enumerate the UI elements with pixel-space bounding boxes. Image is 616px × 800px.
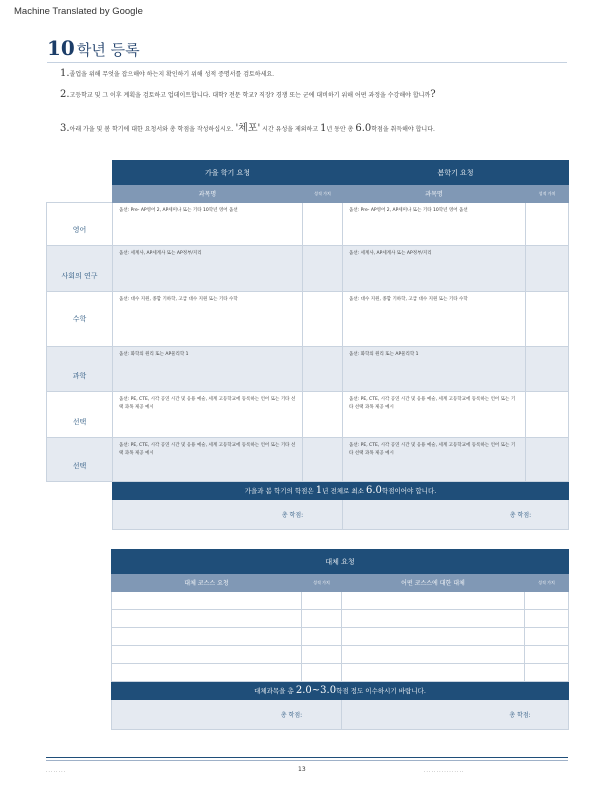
fall-course-cell[interactable]: 옵션: PE, CTE, 시각 공연 시간 및 응용 예술, 세계 고등학교에 등록하는 언어 또는 기타 선택 과목 제공 예시: [113, 392, 303, 438]
fall-credit-cell[interactable]: [303, 438, 343, 482]
replaced-credit-cell[interactable]: [525, 592, 569, 610]
replaced-credit-column-header: 성적 가치: [525, 574, 569, 592]
spring-course-column-header: 과목명: [343, 185, 526, 203]
replaced-course-cell[interactable]: [342, 628, 525, 646]
alternate-credit-column-header: 성적 가치: [302, 574, 342, 592]
table-row: [47, 203, 569, 246]
subject-label: 선택: [47, 392, 113, 438]
fall-credit-cell[interactable]: [303, 246, 343, 292]
table-row: [112, 664, 569, 682]
table-row: [47, 438, 569, 482]
spring-semester-header: 봄학기 요청: [343, 161, 569, 185]
replaced-credit-cell[interactable]: [525, 628, 569, 646]
replaced-course-cell[interactable]: [342, 664, 525, 682]
spring-credit-cell[interactable]: [526, 203, 569, 246]
replaced-total-credits[interactable]: 총 학점:: [342, 700, 569, 730]
fall-credit-cell[interactable]: [303, 292, 343, 347]
fall-course-cell[interactable]: 옵션: PE, CTE, 시각 공연 시간 및 응용 예술, 세계 고등학교에 등록하는 언어 또는 기타 선택 과목 제공 예시: [113, 438, 303, 482]
replaced-credit-cell[interactable]: [525, 610, 569, 628]
spring-credit-cell[interactable]: [526, 246, 569, 292]
fall-semester-header: 가을 학기 요청: [113, 161, 343, 185]
fall-credit-cell[interactable]: [303, 392, 343, 438]
table-row: [47, 246, 569, 292]
alternate-credit-cell[interactable]: [302, 628, 342, 646]
replaced-course-cell[interactable]: [342, 592, 525, 610]
alternate-credit-cell[interactable]: [302, 610, 342, 628]
spring-course-cell[interactable]: 옵션: PE, CTE, 시각 공연 시간 및 응용 예술, 세계 고등학교에 등록하는 언어 또는 기타 선택 과목 제공 예시: [343, 438, 526, 482]
total-credits-note: 가을과 봄 학기의 학점은 1년 전체로 최소 6.0학점이어야 합니다.: [113, 482, 569, 500]
page-title: [47, 36, 140, 60]
subject-label: 사회의 연구: [47, 246, 113, 292]
footer-divider: [46, 757, 568, 758]
footer-divider-thin: [46, 760, 568, 761]
course-request-table: [46, 160, 569, 530]
alternate-credits-note: 대체과목을 총 2.0~3.0학점 정도 이수하시기 바랍니다.: [112, 682, 569, 700]
fall-course-column-header: 과목명: [113, 185, 303, 203]
table-row: [112, 628, 569, 646]
spring-course-cell[interactable]: 옵션: 화학의 원리 또는 AP물리학 1: [343, 347, 526, 392]
footer-right-text: · · · · · · · · · · · · · · · ·: [424, 769, 464, 774]
table-row: [47, 292, 569, 347]
replaced-course-column-header: 어떤 코스스에 대한 대체: [342, 574, 525, 592]
alternate-course-cell[interactable]: [112, 664, 302, 682]
fall-course-cell[interactable]: 옵션: 대수 지원, 종합 기하학, 고급 대수 지원 또는 기타 수학: [113, 292, 303, 347]
subject-label: 영어: [47, 203, 113, 246]
table-row: [112, 646, 569, 664]
subject-label: 과학: [47, 347, 113, 392]
instruction-1: 1.졸업을 위해 무엇을 잡으해야 하는지 확인하기 위해 성적 증명서를 검토하세요.: [60, 68, 275, 79]
page-number: 13: [298, 766, 306, 773]
instruction-3: 3.아래 가을 및 봄 학기에 대한 요청서와 총 학점을 작성하십시오. '체포' 시간 유성을 제외하고 1년 동안 총 6.0학점을 취득해야 합니다.: [60, 123, 435, 134]
alternate-course-cell[interactable]: [112, 646, 302, 664]
alternate-total-credits[interactable]: 총 학점:: [112, 700, 342, 730]
instruction-2: 2.고등학교 및 그 이후 계획을 검토하고 업데이트합니다. 대학? 전문 학교? 직장? 경쟁 또는 군에 대비하기 위해 어떤 과정을 수강해야 합니까?: [60, 89, 436, 100]
title-text: 학년 등록: [76, 41, 140, 59]
machine-translation-banner: Machine Translated by Google: [14, 6, 143, 17]
alternate-course-column-header: 대체 코스스 요청: [112, 574, 302, 592]
spring-credit-cell[interactable]: [526, 292, 569, 347]
fall-credit-cell[interactable]: [303, 203, 343, 246]
spring-course-cell[interactable]: 옵션: Pre- AP영어 2, AP세미나 또는 기타 10학년 영어 옵션: [343, 203, 526, 246]
spring-course-cell[interactable]: 옵션: 세계사, AP세계사 또는 AP정부/지리: [343, 246, 526, 292]
spring-course-cell[interactable]: 옵션: PE, CTE, 시각 공연 시간 및 응용 예술, 세계 고등학교에 등록하는 언어 또는 기타 선택 과목 제공 예시: [343, 392, 526, 438]
alternate-credit-cell[interactable]: [302, 646, 342, 664]
fall-credit-column-header: 성적 가치: [303, 185, 343, 203]
spring-total-credits[interactable]: 총 학점:: [343, 500, 569, 530]
alternate-credit-cell[interactable]: [302, 592, 342, 610]
alternate-request-header: 대체 요청: [112, 550, 569, 574]
alternate-course-cell[interactable]: [112, 592, 302, 610]
grade-number: 10: [47, 36, 75, 60]
table-row: [112, 610, 569, 628]
spring-credit-column-header: 성적 가치: [526, 185, 569, 203]
alternate-course-cell[interactable]: [112, 628, 302, 646]
fall-course-cell[interactable]: 옵션: 세계사, AP세계사 또는 AP정부/지리: [113, 246, 303, 292]
subject-label: 수학: [47, 292, 113, 347]
spring-credit-cell[interactable]: [526, 438, 569, 482]
spring-credit-cell[interactable]: [526, 347, 569, 392]
subject-label: 선택: [47, 438, 113, 482]
fall-course-cell[interactable]: 옵션: 화학의 원리 또는 AP물리학 1: [113, 347, 303, 392]
alternate-credit-cell[interactable]: [302, 664, 342, 682]
replaced-course-cell[interactable]: [342, 610, 525, 628]
spring-credit-cell[interactable]: [526, 392, 569, 438]
title-divider: [47, 62, 567, 63]
spring-course-cell[interactable]: 옵션: 대수 지원, 종합 기하학, 고급 대수 지원 또는 기타 수학: [343, 292, 526, 347]
fall-credit-cell[interactable]: [303, 347, 343, 392]
footer-left-text: · · · · · · · ·: [46, 769, 66, 774]
alternate-request-table: [111, 549, 569, 730]
replaced-course-cell[interactable]: [342, 646, 525, 664]
replaced-credit-cell[interactable]: [525, 664, 569, 682]
table-row: [47, 347, 569, 392]
replaced-credit-cell[interactable]: [525, 646, 569, 664]
table-row: [47, 392, 569, 438]
fall-total-credits[interactable]: 총 학점:: [113, 500, 343, 530]
fall-course-cell[interactable]: 옵션: Pre- AP영어 2, AP세미나 또는 기타 10학년 영어 옵션: [113, 203, 303, 246]
table-row: [112, 592, 569, 610]
alternate-course-cell[interactable]: [112, 610, 302, 628]
